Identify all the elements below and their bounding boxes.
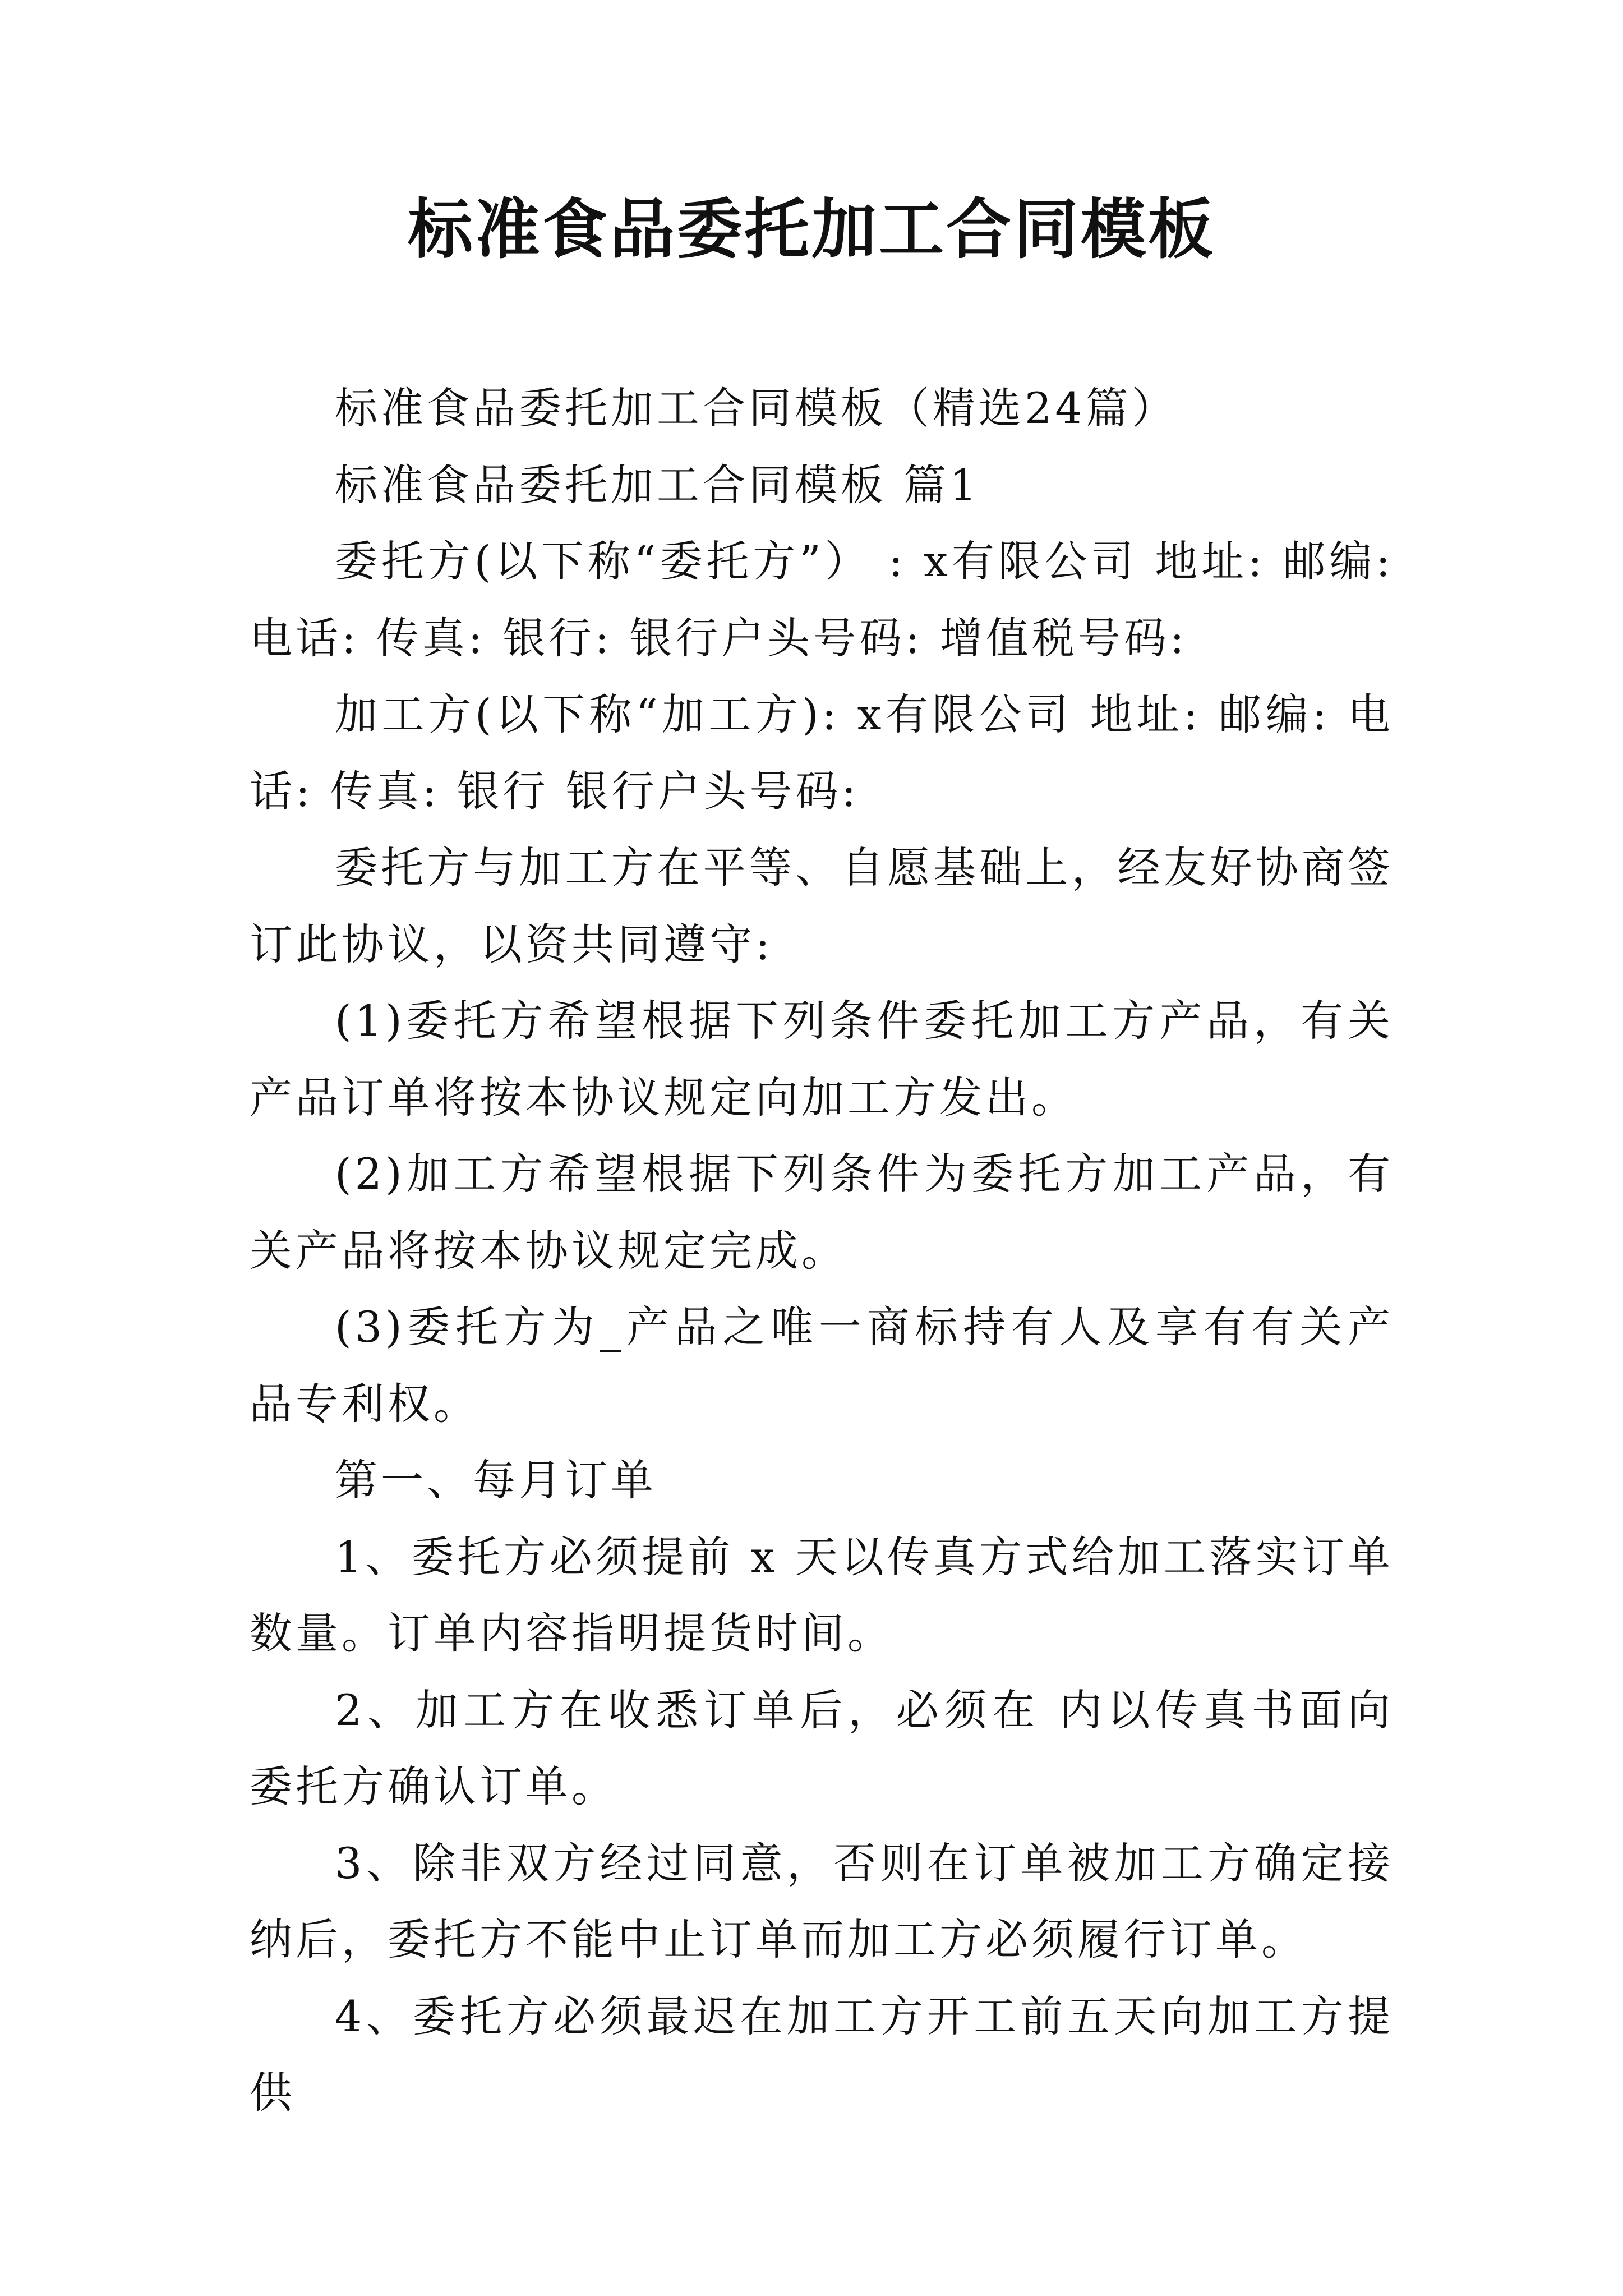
paragraph-item-4: 4、委托方必须最迟在加工方开工前五天向加工方提供 bbox=[250, 1991, 1394, 2118]
document-body bbox=[250, 370, 1394, 2132]
document-title: 标准食品委托加工合同模板 bbox=[408, 191, 1215, 268]
paragraph-clause-1: (1)委托方希望根据下列条件委托加工方产品，有关产品订单将按本协议规定向加工方发出。 bbox=[250, 996, 1394, 1122]
paragraph-item-2: 2、加工方在收悉订单后，必须在 内以传真书面向委托方确认订单。 bbox=[250, 1685, 1394, 1811]
paragraph-item-3: 3、除非双方经过同意，否则在订单被加工方确定接纳后，委托方不能中止订单而加工方必须履行订单。 bbox=[250, 1838, 1394, 1964]
paragraph-clause-3: (3)委托方为_产品之唯一商标持有人及享有有关产品专利权。 bbox=[250, 1302, 1394, 1429]
paragraph-section-heading: 标准食品委托加工合同模板 篇1 bbox=[335, 459, 980, 510]
paragraph-article-heading: 第一、每月订单 bbox=[335, 1455, 657, 1505]
paragraph-processing-party: 加工方(以下称“加工方): x有限公司 地址: 邮编: 电话: 传真: 银行 银行户头号码: bbox=[250, 689, 1394, 816]
paragraph-clause-2: (2)加工方希望根据下列条件为委托方加工产品，有关产品将按本协议规定完成。 bbox=[250, 1149, 1394, 1276]
paragraph-entrusting-party: 委托方(以下称“委托方”） : x有限公司 地址: 邮编: 电话: 传真: 银行: 银行户头号码: 增值税号码: bbox=[250, 536, 1394, 663]
paragraph-agreement-intro: 委托方与加工方在平等、自愿基础上，经友好协商签订此协议，以资共同遵守: bbox=[250, 843, 1394, 969]
paragraph-item-1: 1、委托方必须提前 x 天以传真方式给加工落实订单数量。订单内容指明提货时间。 bbox=[250, 1531, 1394, 1658]
paragraph-subtitle: 标准食品委托加工合同模板（精选24篇） bbox=[335, 383, 1178, 433]
